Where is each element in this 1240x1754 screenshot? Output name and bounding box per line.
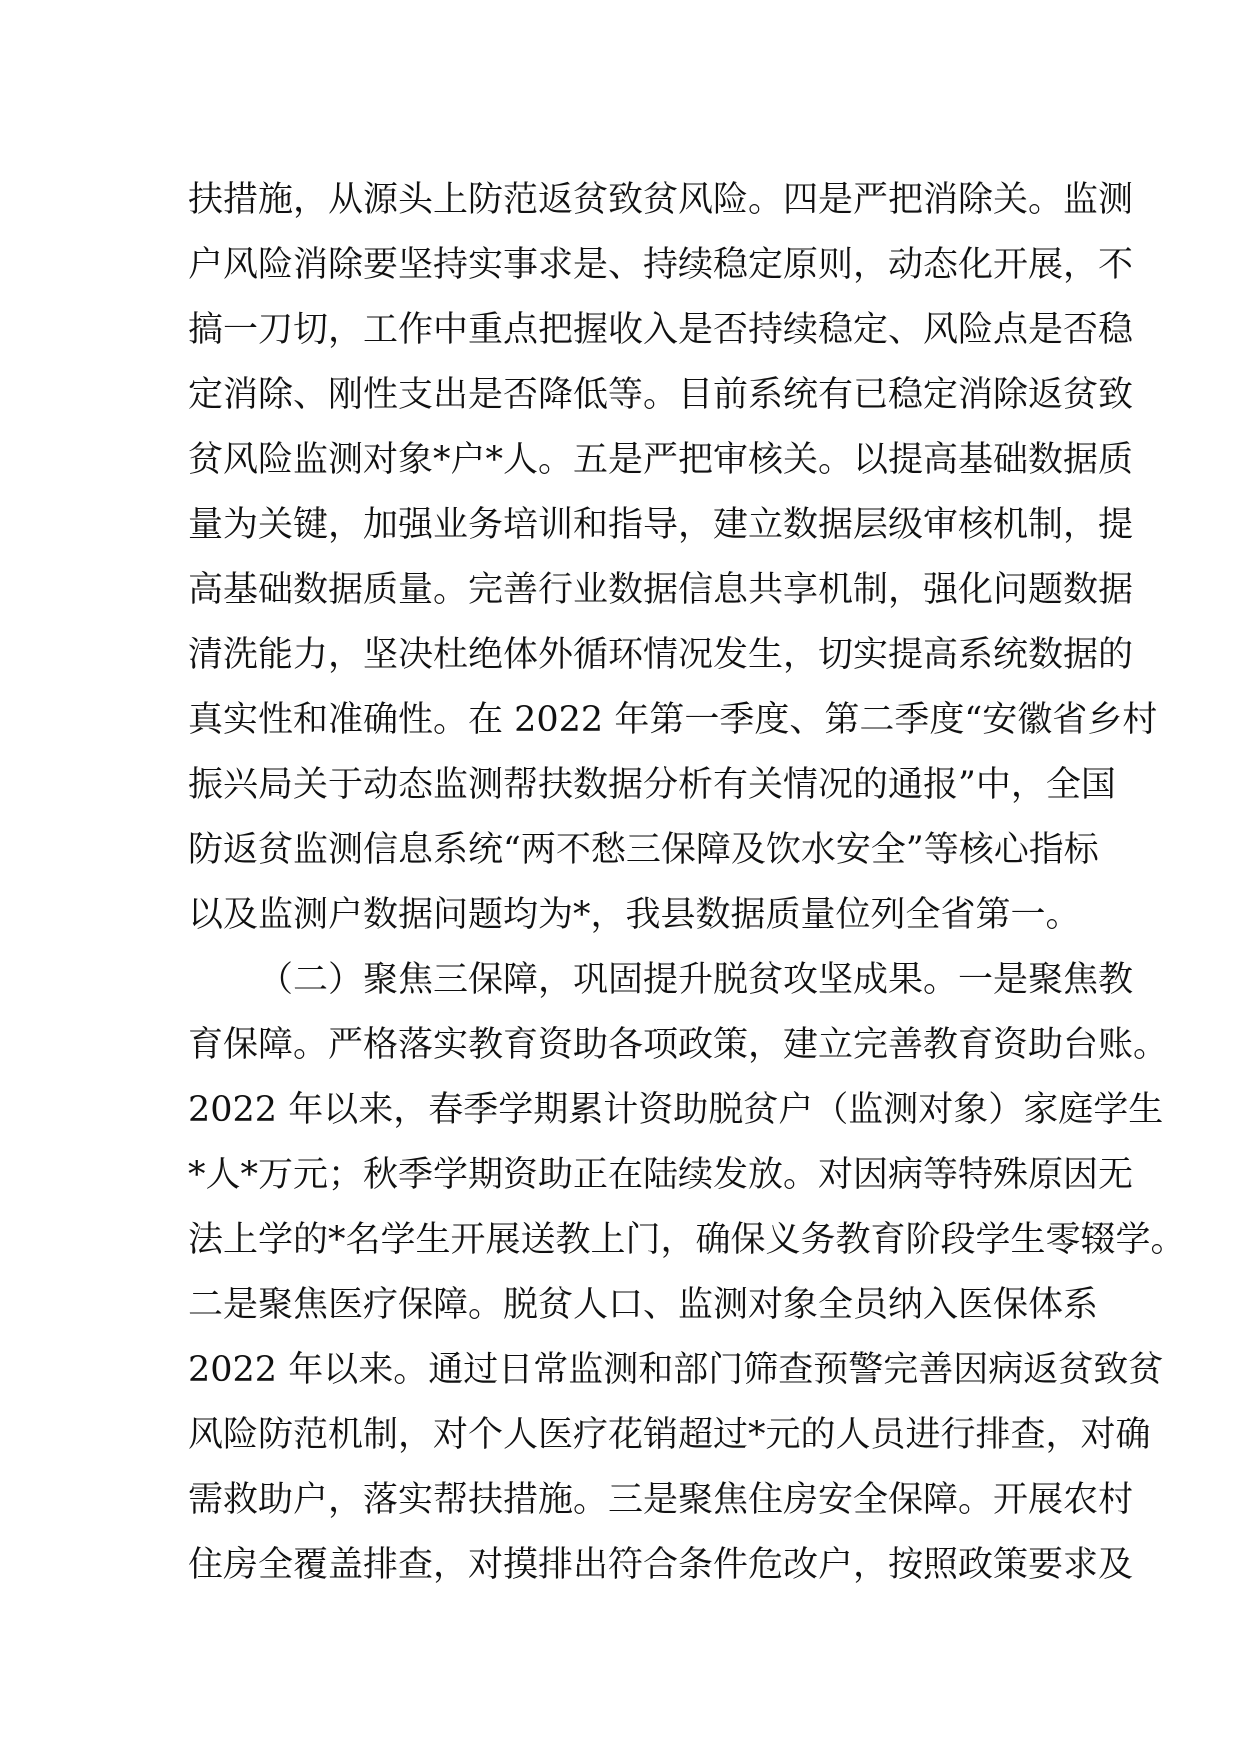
document-line-5: 贫风险监测对象*户*人。五是严把审核关。以提高基础数据质	[188, 440, 1134, 480]
document-line-11: 防返贫监测信息系统“两不愁三保障及饮水安全”等核心指标	[188, 830, 1099, 870]
document-line-18: 二是聚焦医疗保障。脱贫人口、监测对象全员纳入医保体系	[188, 1285, 1099, 1325]
document-body	[188, 168, 1186, 1598]
document-line-1: 扶措施，从源头上防范返贫致贫风险。四是严把消除关。监测	[188, 180, 1134, 220]
document-line-14: 育保障。严格落实教育资助各项政策，建立完善教育资助台账。	[188, 1025, 1169, 1065]
document-line-6: 量为关键，加强业务培训和指导，建立数据层级审核机制，提	[188, 505, 1134, 545]
document-line-9: 真实性和准确性。在 2022 年第一季度、第二季度“安徽省乡村	[188, 700, 1158, 740]
document-line-21: 需救助户，落实帮扶措施。三是聚焦住房安全保障。开展农村	[188, 1480, 1134, 1520]
document-line-8: 清洗能力，坚决杜绝体外循环情况发生，切实提高系统数据的	[188, 635, 1134, 675]
document-line-19: 2022 年以来。通过日常监测和部门筛查预警完善因病返贫致贫	[188, 1350, 1164, 1390]
document-line-13: （二）聚焦三保障，巩固提升脱贫攻坚成果。一是聚焦教	[258, 960, 1134, 1000]
document-line-15: 2022 年以来，春季学期累计资助脱贫户（监测对象）家庭学生	[188, 1090, 1164, 1130]
document-line-10: 振兴局关于动态监测帮扶数据分析有关情况的通报”中，全国	[188, 765, 1116, 805]
document-line-3: 搞一刀切，工作中重点把握收入是否持续稳定、风险点是否稳	[188, 310, 1134, 350]
document-line-4: 定消除、刚性支出是否降低等。目前系统有已稳定消除返贫致	[188, 375, 1134, 415]
document-line-20: 风险防范机制，对个人医疗花销超过*元的人员进行排查，对确	[188, 1415, 1151, 1455]
document-line-2: 户风险消除要坚持实事求是、持续稳定原则，动态化开展，不	[188, 245, 1134, 285]
document-line-17: 法上学的*名学生开展送教上门，确保义务教育阶段学生零辍学。	[188, 1220, 1186, 1260]
document-line-22: 住房全覆盖排查，对摸排出符合条件危改户，按照政策要求及	[188, 1545, 1134, 1585]
document-line-16: *人*万元；秋季学期资助正在陆续发放。对因病等特殊原因无	[188, 1155, 1134, 1195]
document-line-7: 高基础数据质量。完善行业数据信息共享机制，强化问题数据	[188, 570, 1134, 610]
document-line-12: 以及监测户数据问题均为*，我县数据质量位列全省第一。	[188, 895, 1081, 935]
